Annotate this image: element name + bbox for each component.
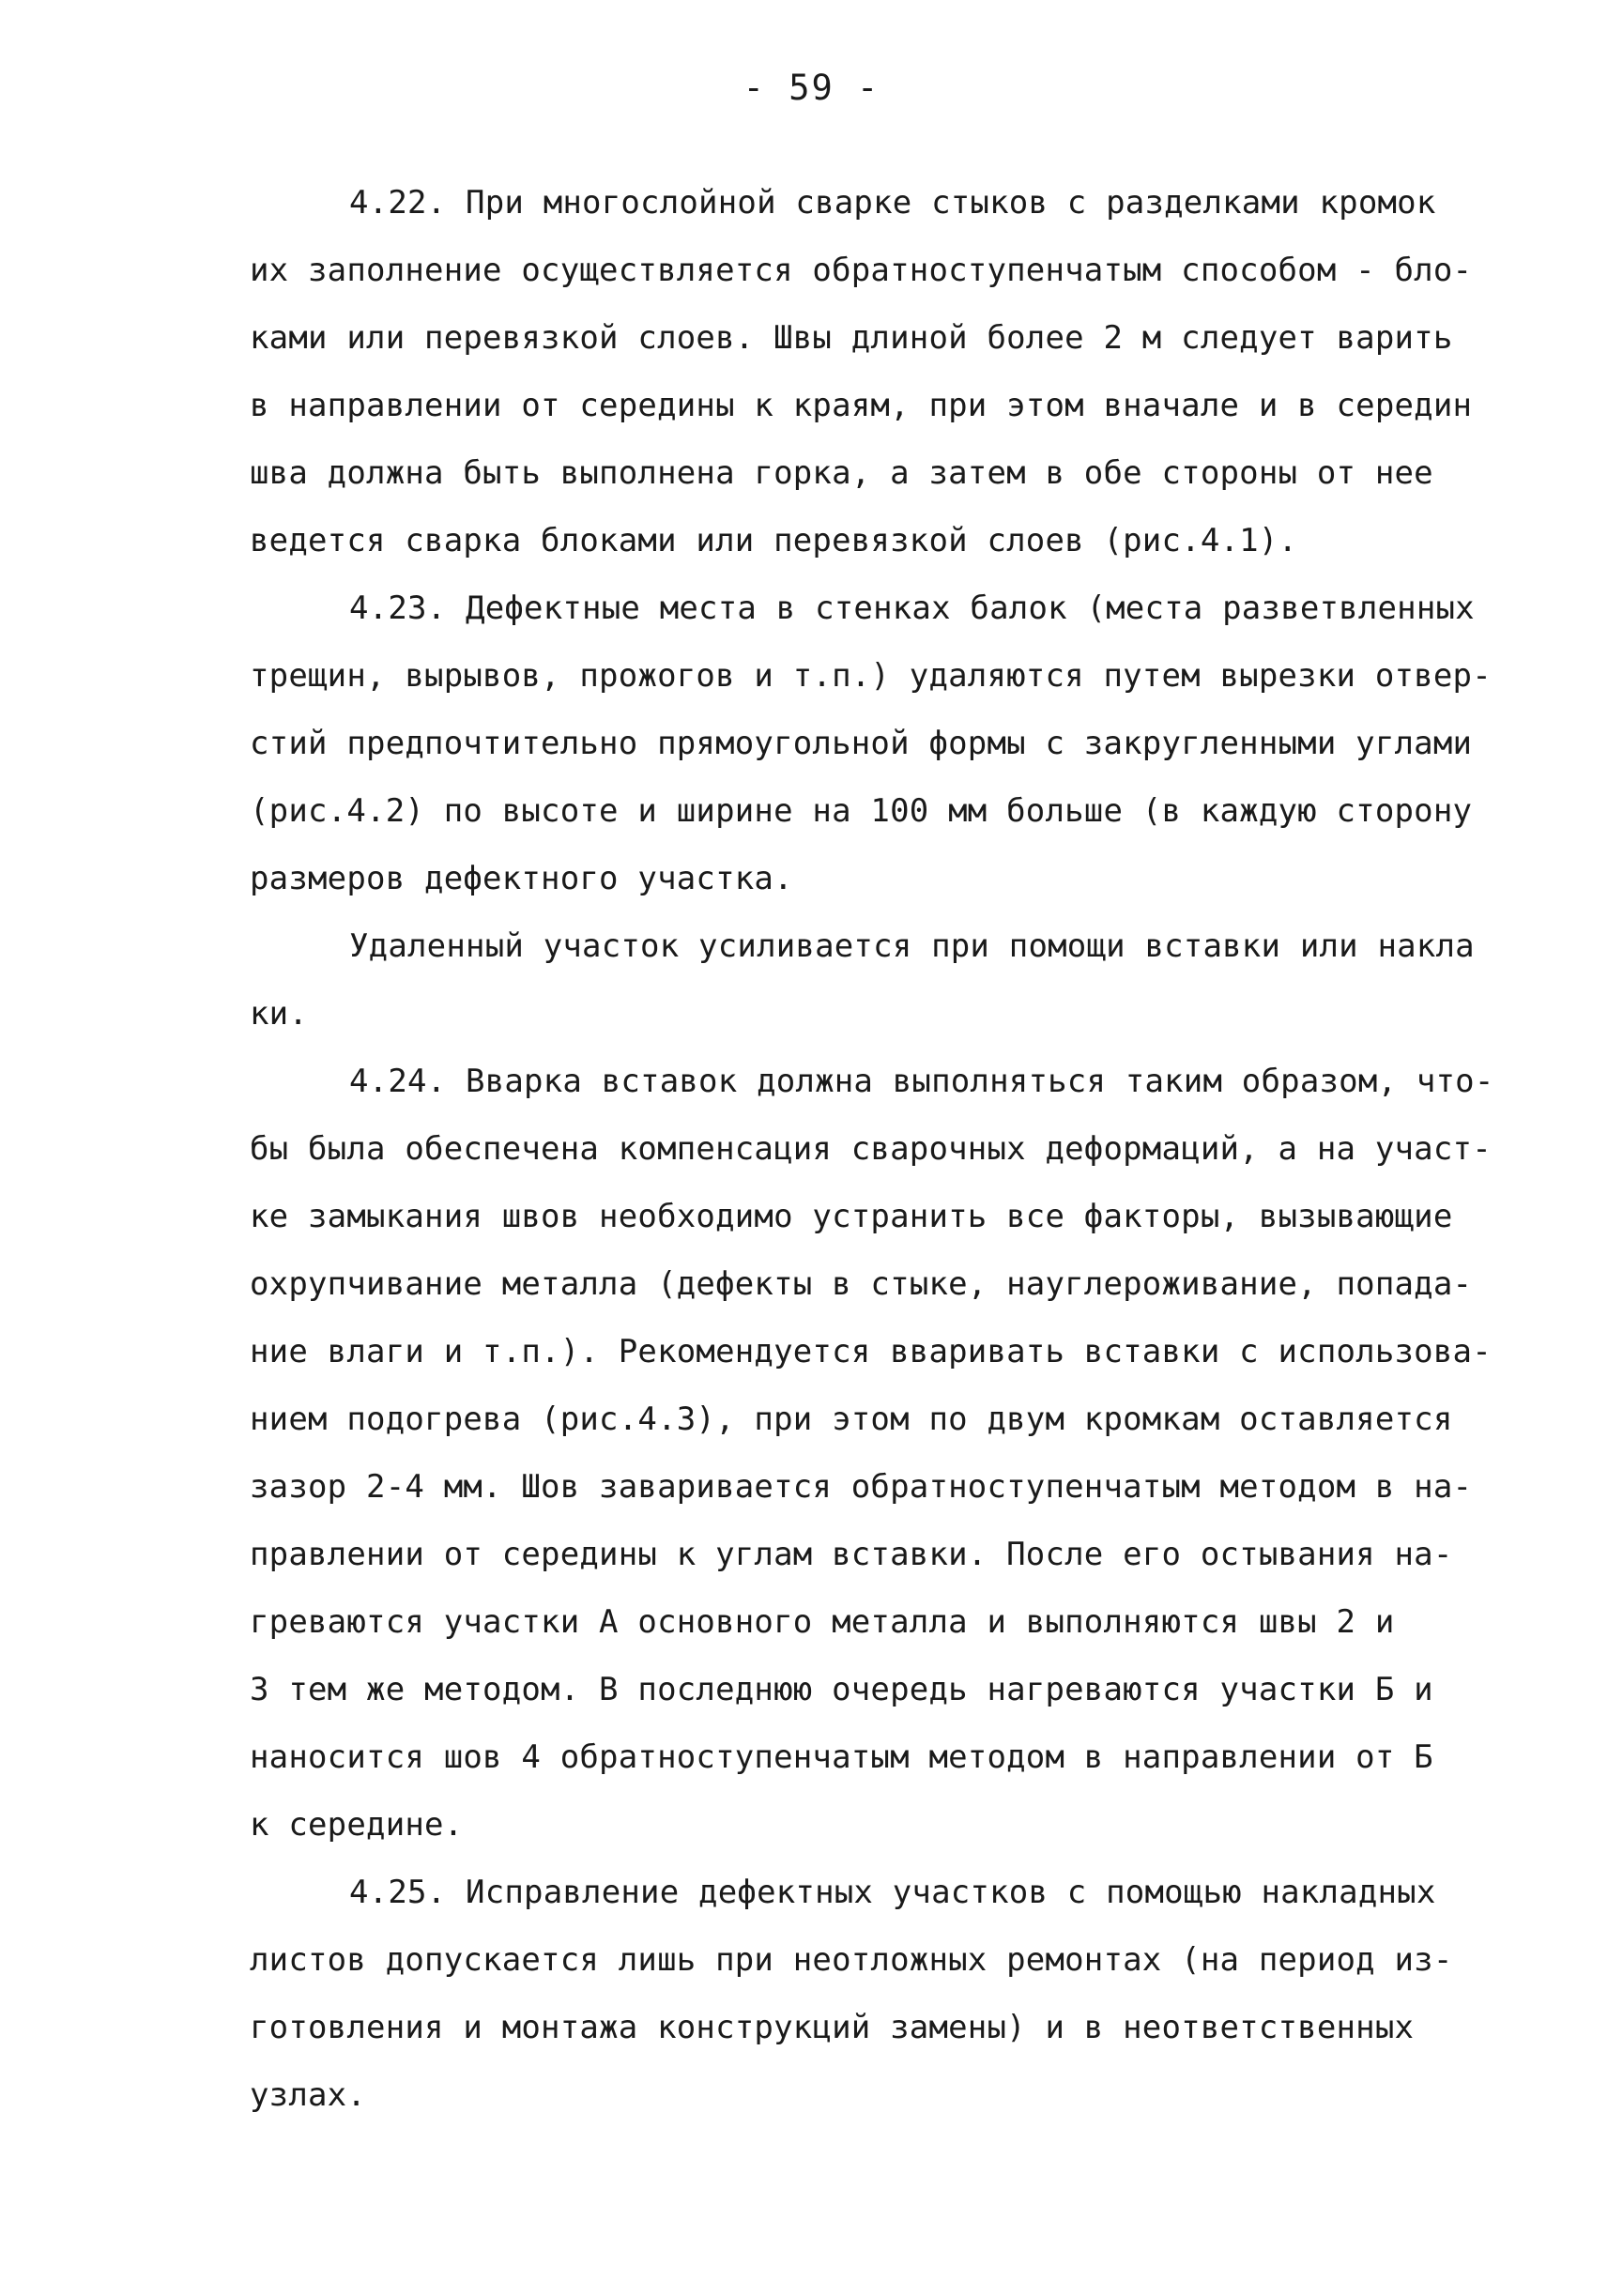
text-line: 4.25. Исправление дефектных участков с помощью накладных: [349, 1874, 1436, 1911]
text-line: готовления и монтажа конструкций замены) и в неответственных: [250, 2009, 1415, 2046]
page-number: - 59 -: [743, 68, 880, 108]
text-line: зазор 2-4 мм. Шов заваривается обратноступенчатым методом в на-: [250, 1468, 1473, 1506]
text-line: ние влаги и т.п.). Рекомендуется вваривать вставки с использова-: [250, 1333, 1492, 1370]
text-line: трещин, вырывов, прожогов и т.п.) удаляются путем вырезки отвер-: [250, 657, 1492, 695]
text-line: бы была обеспечена компенсация сварочных деформаций, а на участ-: [250, 1130, 1492, 1168]
paragraph-4-23: [250, 574, 1564, 912]
text-line: узлах.: [250, 2076, 367, 2114]
text-line: 4.23. Дефектные места в стенках балок (места разветвленных: [349, 589, 1475, 627]
text-line: греваются участки А основного металла и выполняются швы 2 и: [250, 1603, 1395, 1641]
text-line: 4.24. Вварка вставок должна выполняться таким образом, что-: [349, 1063, 1494, 1100]
text-line: правлении от середины к углам вставки. После его остывания на-: [250, 1536, 1453, 1573]
text-line: размеров дефектного участка.: [250, 860, 793, 897]
paragraph-4-24: [250, 1048, 1564, 1859]
text-line: листов допускается лишь при неотложных ремонтах (на период из-: [250, 1941, 1453, 1979]
text-line: ведется сварка блоками или перевязкой слоев (рис.4.1).: [250, 522, 1298, 559]
paragraph-removed-section: [250, 912, 1564, 1048]
text-line: ками или перевязкой слоев. Швы длиной более 2 м следует варить: [250, 319, 1453, 357]
text-line: охрупчивание металла (дефекты в стыке, науглероживание, попада-: [250, 1265, 1473, 1303]
text-line: их заполнение осуществляется обратноступенчатым способом - бло-: [250, 252, 1473, 289]
text-line: (рис.4.2) по высоте и ширине на 100 мм больше (в каждую сторону: [250, 792, 1473, 830]
text-line: ки.: [250, 995, 309, 1033]
paragraph-4-22: [250, 169, 1564, 574]
text-line: стий предпочтительно прямоугольной формы с закругленными углами: [250, 725, 1473, 762]
text-line: Удаленный участок усиливается при помощи вставки или накла: [349, 927, 1475, 965]
text-line: в направлении от середины к краям, при этом вначале и в середин: [250, 387, 1473, 424]
text-line: к середине.: [250, 1806, 464, 1844]
text-line: нием подогрева (рис.4.3), при этом по двум кромкам оставляется: [250, 1401, 1453, 1438]
paragraph-4-25: [250, 1859, 1564, 2129]
document-body: [250, 169, 1564, 2129]
text-line: шва должна быть выполнена горка, а затем в обе стороны от нее: [250, 454, 1433, 492]
text-line: 3 тем же методом. В последнюю очередь нагреваются участки Б и: [250, 1671, 1433, 1708]
text-line: наносится шов 4 обратноступенчатым методом в направлении от Б: [250, 1738, 1433, 1776]
text-line: ке замыкания швов необходимо устранить все факторы, вызывающие: [250, 1198, 1453, 1235]
text-line: 4.22. При многослойной сварке стыков с разделками кромок: [349, 184, 1436, 222]
